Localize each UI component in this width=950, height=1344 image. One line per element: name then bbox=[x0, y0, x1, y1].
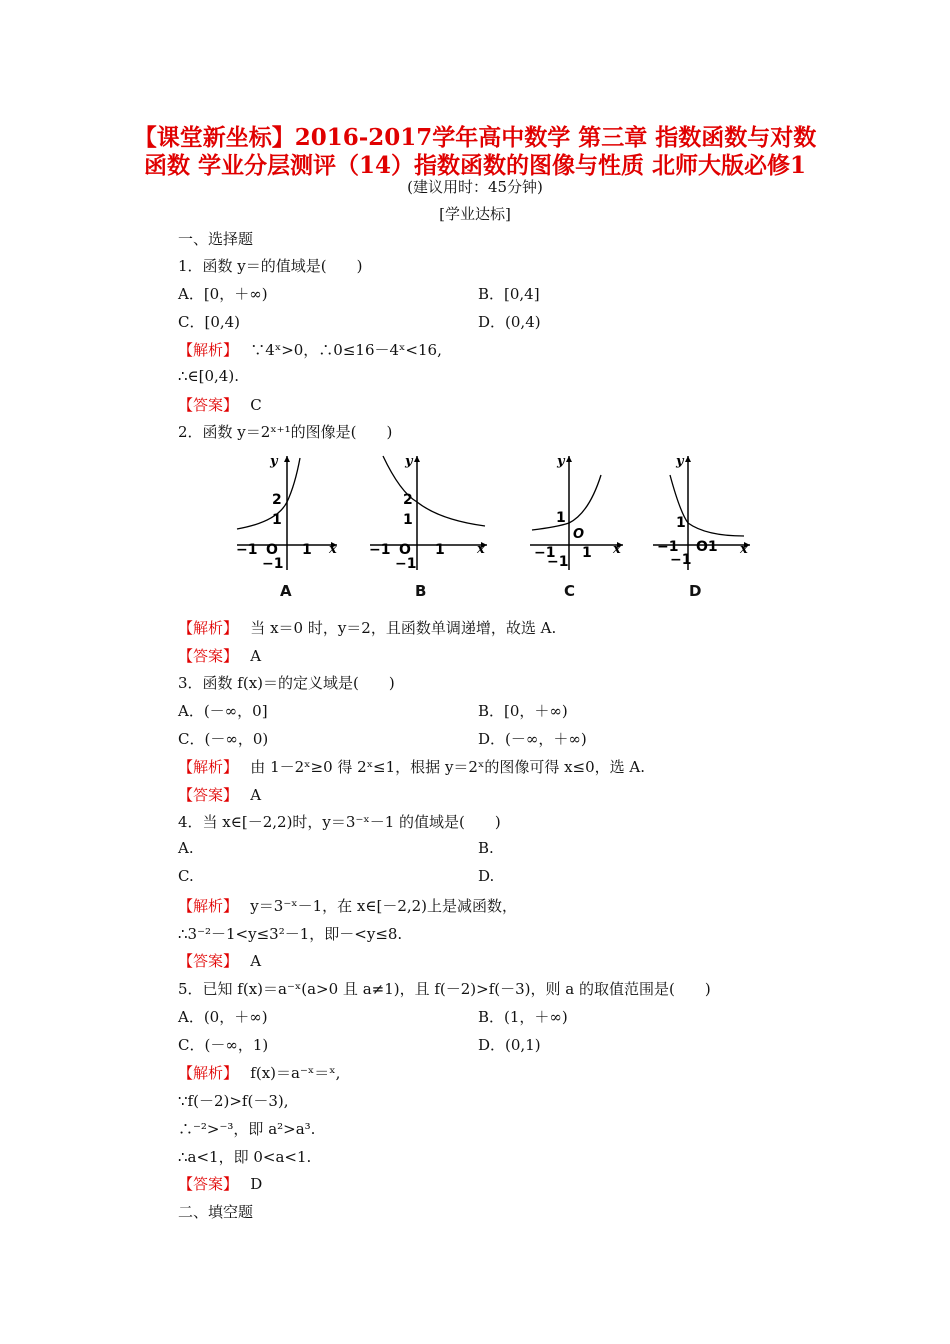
time-note: (建议用时：45分钟) bbox=[407, 178, 543, 196]
q1-option-a: A．[0，＋∞) bbox=[178, 285, 268, 303]
svg-text:2: 2 bbox=[403, 492, 413, 508]
q2-answer bbox=[178, 645, 261, 666]
svg-text:1: 1 bbox=[272, 512, 282, 528]
svg-text:−1: −1 bbox=[369, 542, 391, 558]
q2-answer-value: A bbox=[250, 647, 262, 665]
q4-option-c: C. bbox=[178, 867, 194, 885]
graph-b-label: B bbox=[415, 582, 427, 600]
q1-stem: 1．函数 y＝的值域是( ) bbox=[178, 257, 363, 275]
svg-text:1: 1 bbox=[302, 542, 312, 558]
q3-stem: 3．函数 f(x)＝的定义域是( ) bbox=[178, 674, 395, 692]
q1-analysis-text: ∵4ˣ>0，∴0≤16－4ˣ<16, bbox=[250, 341, 442, 359]
analysis-tag: 【解析】 bbox=[178, 619, 231, 637]
q5-analysis-line3: ∴⁻²>⁻³，即 a²>a³. bbox=[178, 1120, 316, 1138]
q3-option-b: B．[0，＋∞) bbox=[478, 702, 568, 720]
svg-text:y: y bbox=[405, 454, 413, 469]
q5-option-b: B．(1，＋∞) bbox=[478, 1008, 568, 1026]
document-title-line1: 【课堂新坐标】2016-2017学年高中数学 第三章 指数函数与对数 bbox=[133, 124, 817, 151]
svg-text:y: y bbox=[557, 454, 565, 469]
svg-text:−1: −1 bbox=[395, 556, 417, 572]
graph-a bbox=[232, 450, 342, 580]
q1-analysis-line2: ∴∈[0,4). bbox=[178, 367, 239, 385]
answer-tag: 【答案】 bbox=[178, 1175, 231, 1193]
q4-analysis-line2: ∴3⁻²－1<y≤3²－1，即－<y≤8. bbox=[178, 925, 403, 943]
q5-analysis-text: f(x)＝a⁻ˣ＝ˣ, bbox=[250, 1064, 341, 1082]
graph-a-label: A bbox=[280, 582, 292, 600]
q3-option-a: A．(－∞，0] bbox=[178, 702, 268, 720]
graph-d-label: D bbox=[689, 582, 702, 600]
q1-answer bbox=[178, 394, 262, 415]
section-tag: [学业达标] bbox=[439, 205, 511, 223]
graph-c bbox=[527, 450, 627, 580]
q4-answer bbox=[178, 950, 261, 971]
q3-analysis bbox=[178, 756, 645, 777]
svg-text:O: O bbox=[573, 527, 585, 542]
q3-answer bbox=[178, 784, 261, 805]
svg-text:x: x bbox=[477, 542, 485, 557]
q2-stem: 2．函数 y＝2ˣ⁺¹的图像是( ) bbox=[178, 423, 393, 441]
q5-option-a: A．(0，＋∞) bbox=[178, 1008, 268, 1026]
svg-text:2: 2 bbox=[272, 492, 282, 508]
q4-analysis bbox=[178, 895, 517, 916]
svg-text:1: 1 bbox=[556, 510, 566, 526]
q4-answer-value: A bbox=[250, 952, 262, 970]
svg-text:O: O bbox=[266, 542, 278, 558]
q3-option-c: C．(－∞，0) bbox=[178, 730, 269, 748]
q5-stem: 5．已知 f(x)＝a⁻ˣ(a>0 且 a≠1)，且 f(－2)>f(－3)，则 a 的取值范围是( ) bbox=[178, 980, 711, 998]
q3-analysis-text: 由 1－2ˣ≥0 得 2ˣ≤1，根据 y＝2ˣ的图像可得 x≤0，选 A. bbox=[250, 758, 646, 776]
svg-text:−1: −1 bbox=[657, 539, 679, 555]
svg-text:1: 1 bbox=[403, 512, 413, 528]
analysis-tag: 【解析】 bbox=[178, 897, 231, 915]
svg-text:O1: O1 bbox=[696, 539, 718, 555]
document-title-line2: 函数 学业分层测评（14）指数函数的图像与性质 北师大版必修1 bbox=[143, 152, 807, 179]
q4-option-b: B. bbox=[478, 839, 494, 857]
svg-text:x: x bbox=[613, 542, 621, 557]
part-heading-fill: 二、填空题 bbox=[178, 1203, 254, 1221]
answer-tag: 【答案】 bbox=[178, 647, 231, 665]
q4-option-d: D. bbox=[478, 867, 495, 885]
q2-analysis-text: 当 x＝0 时，y＝2，且函数单调递增，故选 A. bbox=[250, 619, 557, 637]
q5-analysis-line2: ∵f(－2)>f(－3), bbox=[178, 1092, 289, 1110]
svg-text:−1: −1 bbox=[236, 542, 258, 558]
answer-tag: 【答案】 bbox=[178, 396, 231, 414]
q3-answer-value: A bbox=[250, 786, 262, 804]
svg-text:x: x bbox=[740, 542, 748, 557]
q5-analysis bbox=[178, 1062, 340, 1083]
svg-text:−1: −1 bbox=[262, 556, 284, 572]
q1-analysis bbox=[178, 339, 442, 360]
svg-text:x: x bbox=[329, 542, 337, 557]
answer-tag: 【答案】 bbox=[178, 786, 231, 804]
part-heading-choice: 一、选择题 bbox=[178, 230, 254, 248]
graph-c-label: C bbox=[564, 582, 576, 600]
q4-analysis-text: y＝3⁻ˣ－1，在 x∈[－2,2)上是减函数， bbox=[250, 897, 518, 915]
svg-text:1: 1 bbox=[676, 515, 686, 531]
graph-b bbox=[365, 450, 490, 580]
graph-d bbox=[650, 450, 755, 580]
q1-option-c: C．[0,4) bbox=[178, 313, 241, 331]
analysis-tag: 【解析】 bbox=[178, 758, 231, 776]
q4-option-a: A. bbox=[178, 839, 194, 857]
q1-answer-value: C bbox=[250, 396, 262, 414]
q1-option-d: D．(0,4) bbox=[478, 313, 541, 331]
svg-text:y: y bbox=[270, 454, 278, 469]
q5-option-d: D．(0,1) bbox=[478, 1036, 541, 1054]
q5-option-c: C．(－∞，1) bbox=[178, 1036, 269, 1054]
svg-text:1: 1 bbox=[582, 545, 592, 561]
svg-text:−1: −1 bbox=[670, 552, 692, 568]
analysis-tag: 【解析】 bbox=[178, 341, 231, 359]
q5-analysis-line4: ∴a<1，即 0<a<1. bbox=[178, 1148, 312, 1166]
q1-option-b: B．[0,4] bbox=[478, 285, 540, 303]
q2-analysis bbox=[178, 617, 556, 638]
svg-text:1: 1 bbox=[435, 542, 445, 558]
svg-text:−1: −1 bbox=[547, 554, 569, 570]
q5-answer bbox=[178, 1173, 262, 1194]
svg-text:O: O bbox=[399, 542, 411, 558]
q5-answer-value: D bbox=[250, 1175, 263, 1193]
answer-tag: 【答案】 bbox=[178, 952, 231, 970]
analysis-tag: 【解析】 bbox=[178, 1064, 231, 1082]
svg-text:−1: −1 bbox=[534, 545, 556, 561]
svg-text:y: y bbox=[676, 454, 684, 469]
q4-stem: 4．当 x∈[－2,2)时，y＝3⁻ˣ－1 的值域是( ) bbox=[178, 813, 501, 831]
q3-option-d: D．(－∞，＋∞) bbox=[478, 730, 587, 748]
